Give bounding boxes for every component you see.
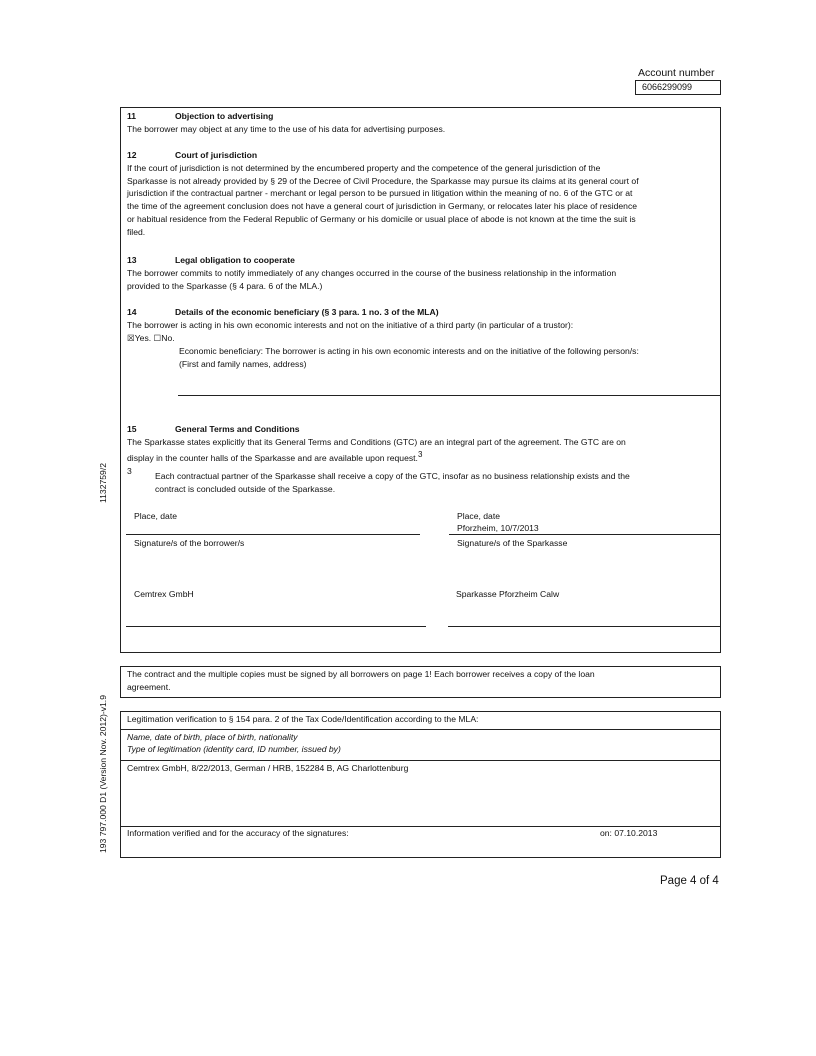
section-number: 13 bbox=[127, 255, 137, 265]
section-line: filed. bbox=[127, 226, 146, 237]
account-number-value: 6066299099 bbox=[642, 82, 693, 92]
verified-date: on: 07.10.2013 bbox=[600, 828, 658, 838]
section-13 bbox=[127, 254, 717, 292]
beneficiary-line: (First and family names, address) bbox=[179, 358, 307, 369]
page-number: Page 4 of 4 bbox=[660, 875, 719, 887]
legitimation-divider bbox=[120, 729, 721, 730]
section-body: The borrower is acting in his own economic interests and not on the initiative of a third party (in particular of a trustor): bbox=[127, 319, 574, 330]
section-14 bbox=[127, 306, 717, 344]
right-signature-line[interactable] bbox=[448, 626, 721, 627]
section-title: General Terms and Conditions bbox=[175, 424, 300, 434]
legitimation-hint: Type of legitimation (identity card, ID number, issued by) bbox=[127, 744, 341, 754]
section-15 bbox=[127, 423, 719, 464]
form-version: 193 797.000 D1 (Version Nov. 2012)-v1.9 bbox=[98, 695, 108, 853]
legitimation-title: Legitimation verification to § 154 para. 2 of the Tax Code/Identification according to the MLA: bbox=[127, 714, 479, 724]
section-body: The borrower may object at any time to the use of his data for advertising purposes. bbox=[127, 123, 446, 134]
sparkasse-name: Sparkasse Pforzheim Calw bbox=[456, 589, 560, 599]
left-place-label: Place, date bbox=[134, 511, 177, 521]
beneficiary-text bbox=[179, 345, 719, 371]
right-signature-label: Signature/s of the Sparkasse bbox=[457, 538, 568, 548]
section-11 bbox=[127, 110, 717, 136]
footnote-line: Each contractual partner of the Sparkasse shall receive a copy of the GTC, insofar as no business relationship exists and the bbox=[155, 471, 630, 481]
legitimation-value: Cemtrex GmbH, 8/22/2013, German / HRB, 152284 B, AG Charlottenburg bbox=[127, 763, 409, 773]
contract-note-box bbox=[120, 666, 721, 698]
section-number: 14 bbox=[127, 307, 137, 317]
account-number-label: Account number bbox=[638, 67, 715, 79]
legitimation-hint: Name, date of birth, place of birth, nationality bbox=[127, 732, 298, 742]
right-place-value: Pforzheim, 10/7/2013 bbox=[457, 523, 539, 533]
section-line: provided to the Sparkasse (§ 4 para. 6 of the MLA.) bbox=[127, 280, 323, 291]
no-label: No. bbox=[161, 332, 175, 343]
section-number: 11 bbox=[127, 111, 137, 121]
footnote-number: 3 bbox=[127, 466, 132, 476]
section-title: Legal obligation to cooperate bbox=[175, 255, 295, 265]
contract-note-line: The contract and the multiple copies must be signed by all borrowers on page 1! Each borrower receives a copy of the loan bbox=[127, 669, 595, 679]
section-title: Details of the economic beneficiary (§ 3 para. 1 no. 3 of the MLA) bbox=[175, 307, 439, 317]
footnote-ref: 3 bbox=[417, 449, 423, 459]
section-number: 12 bbox=[127, 150, 137, 160]
section-line: The Sparkasse states explicitly that its General Terms and Conditions (GTC) are an integral part of the agreement. The GTC are on bbox=[127, 436, 626, 447]
account-number-box bbox=[635, 80, 721, 95]
section-line: or habitual residence from the Federal Republic of Germany or his domicile or usual place of abode is not known at the time the suit is bbox=[127, 213, 636, 224]
yes-label: Yes. bbox=[134, 332, 152, 343]
yes-checkbox[interactable]: ☒ bbox=[127, 332, 135, 343]
beneficiary-field-line[interactable] bbox=[178, 395, 721, 396]
section-line: The borrower commits to notify immediately of any changes occurred in the course of the business relationship in the information bbox=[127, 267, 617, 278]
section-title: Court of jurisdiction bbox=[175, 150, 258, 160]
section-line: the time of the agreement conclusion does not have a general court of jurisdiction in Germany, or relocates later his place of residence bbox=[127, 201, 638, 212]
footnote-line: contract is concluded outside of the Sparkasse. bbox=[155, 483, 336, 494]
section-12 bbox=[127, 149, 717, 239]
section-title: Objection to advertising bbox=[175, 111, 274, 121]
left-signature-label: Signature/s of the borrower/s bbox=[134, 538, 245, 548]
beneficiary-choice bbox=[127, 332, 717, 345]
section-line: If the court of jurisdiction is not determined by the encumbered property and the competence of the general jurisdiction of the bbox=[127, 162, 601, 173]
section-number: 15 bbox=[127, 424, 137, 434]
contract-note-line: agreement. bbox=[127, 681, 171, 692]
section-line: display in the counter halls of the Sparkasse and are available upon request. bbox=[127, 452, 418, 463]
footnote-text bbox=[155, 470, 715, 496]
verified-label: Information verified and for the accuracy of the signatures: bbox=[127, 828, 349, 838]
right-place-label: Place, date bbox=[457, 511, 500, 521]
left-place-line[interactable] bbox=[126, 534, 420, 535]
no-checkbox[interactable]: ☐ bbox=[153, 332, 162, 343]
document-id: 1132759/2 bbox=[98, 463, 108, 503]
left-signature-line[interactable] bbox=[126, 626, 426, 627]
right-place-line[interactable] bbox=[449, 534, 721, 535]
section-line: Sparkasse is not already provided by § 29 of the Decree of Civil Procedure, the Sparkasse may pursue its claims at its general court of bbox=[127, 175, 639, 186]
section-line: jurisdiction if the contractual partner - merchant or legal person to be pursued in litigation within the meaning of no. 6 of the GTC or at bbox=[127, 188, 633, 199]
beneficiary-line: Economic beneficiary: The borrower is acting in his own economic interests and on the initiative of the following person/s: bbox=[179, 346, 639, 356]
legitimation-divider bbox=[120, 760, 721, 761]
borrower-name: Cemtrex GmbH bbox=[134, 589, 194, 599]
